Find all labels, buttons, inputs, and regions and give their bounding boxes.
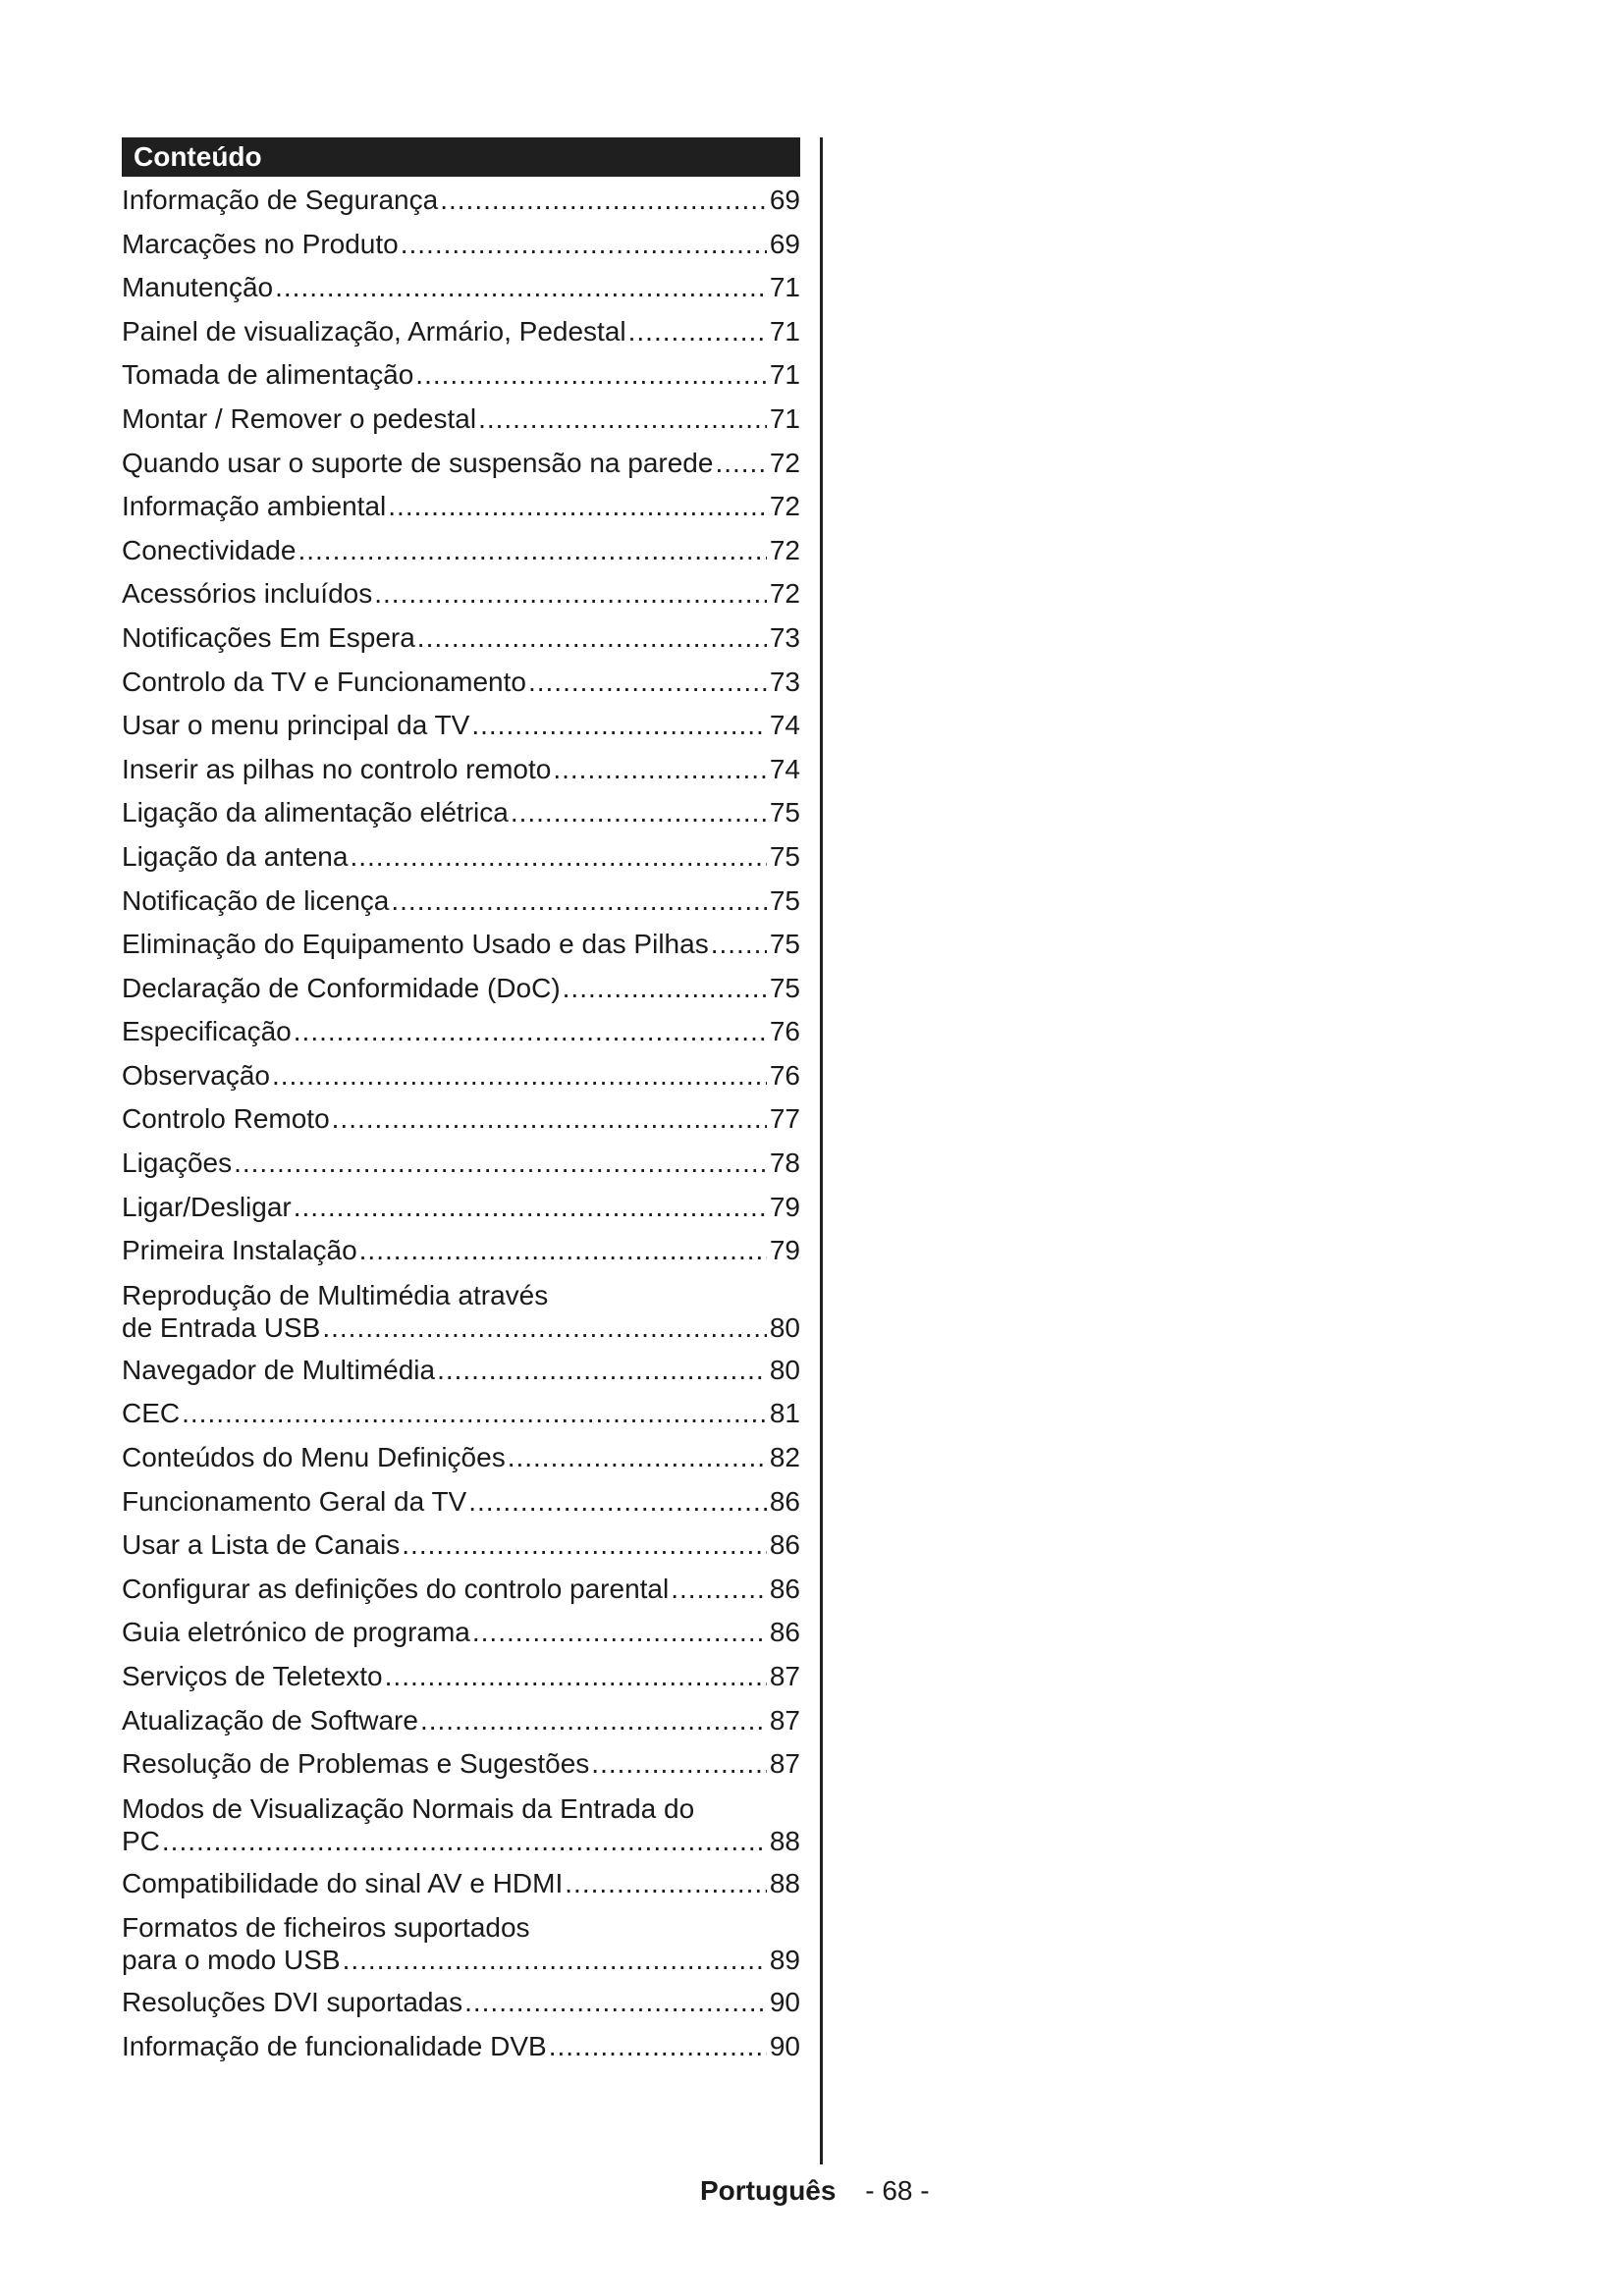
toc-leader-dots [420, 1699, 767, 1743]
toc-leader-dots [417, 616, 767, 661]
toc-entry[interactable] [122, 1742, 800, 1787]
toc-entry-label-line1: Formatos de ficheiros suportados [122, 1912, 530, 1944]
toc-entry[interactable] [122, 1097, 800, 1142]
footer-page-number: - 68 - [865, 2175, 930, 2206]
toc-entry-label: Navegador de Multimédia [122, 1354, 436, 1385]
toc-entry[interactable] [122, 1905, 800, 1981]
toc-entry-label: Observação [122, 1059, 270, 1091]
toc-entry-page: 73 [769, 621, 800, 653]
toc-leader-dots [401, 223, 767, 267]
toc-entry-page: 73 [769, 666, 800, 697]
toc-entry-page: 89 [769, 1945, 800, 1976]
toc-leader-dots [471, 704, 767, 748]
toc-entry[interactable] [122, 353, 800, 398]
toc-leader-dots [628, 310, 767, 354]
toc-entry[interactable] [122, 1480, 800, 1524]
toc-leader-dots [391, 880, 767, 924]
toc-entry[interactable] [122, 791, 800, 835]
toc-entry-page: 72 [769, 491, 800, 522]
toc-leader-dots [563, 967, 767, 1011]
toc-entry[interactable] [122, 1010, 800, 1054]
toc-entry-page: 87 [769, 1661, 800, 1691]
toc-leader-dots [591, 1742, 767, 1787]
toc-entry-label: Tomada de alimentação [122, 359, 414, 391]
toc-leader-dots [671, 1568, 767, 1612]
toc-entry-page: 71 [769, 272, 800, 303]
toc-leader-dots [511, 791, 767, 835]
toc-entry-label: PC [122, 1825, 160, 1856]
toc-entry-page: 76 [769, 1059, 800, 1091]
toc-entry-page: 90 [769, 1987, 800, 2018]
toc-entry[interactable] [122, 223, 800, 267]
toc-entry-label: de Entrada USB [122, 1311, 321, 1343]
toc-entry-page: 72 [769, 578, 800, 610]
toc-entry-label: CEC [122, 1398, 181, 1429]
toc-entry-label-line1: Reprodução de Multimédia através [122, 1279, 549, 1310]
toc-leader-dots [322, 1311, 767, 1344]
toc-entry-page: 80 [769, 1311, 800, 1343]
toc-entry-label: Atualização de Software [122, 1704, 418, 1735]
toc-entry-label: Quando usar o suporte de suspensão na parede [122, 447, 714, 478]
toc-entry-page: 80 [769, 1354, 800, 1385]
toc-entry-label: Eliminação do Equipamento Usado e das Pilhas [122, 929, 709, 960]
toc-entry-label: Especificação [122, 1016, 292, 1047]
toc-entry-label: Notificação de licença [122, 884, 390, 916]
table-of-contents [122, 137, 800, 2069]
toc-entry[interactable] [122, 1273, 800, 1349]
toc-entry-page: 79 [769, 1235, 800, 1266]
toc-title: Conteúdo [122, 137, 800, 177]
toc-entry[interactable] [122, 266, 800, 310]
toc-entry-page: 75 [769, 884, 800, 916]
toc-entry-label: Resoluções DVI suportadas [122, 1987, 463, 2018]
toc-entry[interactable] [122, 442, 800, 486]
toc-leader-dots [464, 1981, 767, 2025]
page-footer [700, 2173, 930, 2209]
toc-entry-label: Guia eletrónico de programa [122, 1617, 470, 1648]
footer-language: Português [700, 2175, 837, 2206]
toc-entry[interactable] [122, 1229, 800, 1273]
toc-entry-page: 90 [769, 2030, 800, 2061]
toc-entry-page: 72 [769, 447, 800, 478]
toc-entry-page: 75 [769, 797, 800, 828]
toc-entry-page: 74 [769, 710, 800, 741]
toc-entry-page: 75 [769, 929, 800, 960]
toc-entry-label: Informação ambiental [122, 491, 387, 522]
toc-entry[interactable] [122, 748, 800, 792]
toc-leader-dots [553, 748, 767, 792]
toc-entry-label: Serviços de Teletexto [122, 1661, 383, 1691]
toc-entry-label: Ligação da alimentação elétrica [122, 797, 509, 828]
toc-entry-label: para o modo USB [122, 1945, 341, 1976]
toc-entry[interactable] [122, 1054, 800, 1098]
toc-entry-label: Ligar/Desligar [122, 1191, 292, 1222]
toc-entry-page: 86 [769, 1529, 800, 1561]
toc-entry[interactable] [122, 1611, 800, 1655]
toc-leader-dots [182, 1392, 767, 1436]
toc-leader-dots [468, 1480, 767, 1524]
toc-leader-dots [385, 1655, 767, 1699]
toc-entry-page: 72 [769, 534, 800, 565]
toc-entry-label: Inserir as pilhas no controlo remoto [122, 753, 552, 784]
toc-entry[interactable] [122, 1787, 800, 1862]
toc-leader-dots [374, 572, 767, 616]
toc-leader-dots [294, 1010, 767, 1054]
toc-leader-dots [508, 1436, 767, 1480]
toc-entry-label: Marcações no Produto [122, 228, 399, 259]
toc-leader-dots [472, 1611, 767, 1655]
toc-entry-label: Funcionamento Geral da TV [122, 1485, 467, 1517]
toc-entry[interactable] [122, 1699, 800, 1743]
toc-entry-label: Controlo Remoto [122, 1103, 330, 1135]
toc-leader-dots [234, 1142, 767, 1186]
toc-entry[interactable] [122, 310, 800, 354]
toc-entry-label: Ligações [122, 1148, 233, 1179]
toc-entry[interactable] [122, 1349, 800, 1393]
toc-entry-label: Primeira Instalação [122, 1235, 357, 1266]
toc-entry-page: 87 [769, 1704, 800, 1735]
toc-entry-label: Conteúdos do Menu Definições [122, 1442, 506, 1473]
toc-leader-dots [402, 1523, 767, 1568]
toc-leader-dots [359, 1229, 767, 1273]
toc-entry[interactable] [122, 704, 800, 748]
toc-leader-dots [388, 485, 767, 529]
toc-entry-page: 86 [769, 1573, 800, 1604]
toc-entry-label: Notificações Em Espera [122, 621, 415, 653]
toc-leader-dots [478, 398, 767, 442]
toc-list [122, 179, 800, 2069]
toc-entry[interactable] [122, 2025, 800, 2069]
toc-entry-page: 71 [769, 402, 800, 434]
toc-leader-dots [549, 2025, 767, 2069]
toc-entry-page: 87 [769, 1748, 800, 1780]
toc-leader-dots [350, 835, 767, 880]
toc-entry-label: Compatibilidade do sinal AV e HDMI [122, 1867, 564, 1898]
toc-entry-label: Declaração de Conformidade (DoC) [122, 972, 561, 1003]
toc-entry[interactable] [122, 485, 800, 529]
toc-leader-dots [715, 442, 767, 486]
toc-entry[interactable] [122, 880, 800, 924]
toc-entry-label: Acessórios incluídos [122, 578, 373, 610]
toc-entry[interactable] [122, 616, 800, 661]
toc-entry-label: Ligação da antena [122, 840, 349, 872]
toc-entry-page: 86 [769, 1617, 800, 1648]
toc-entry[interactable] [122, 661, 800, 705]
toc-leader-dots [298, 529, 767, 573]
toc-entry-page: 88 [769, 1825, 800, 1856]
toc-entry-page: 69 [769, 185, 800, 215]
toc-entry[interactable] [122, 1523, 800, 1568]
toc-entry[interactable] [122, 967, 800, 1011]
toc-leader-dots [711, 923, 767, 967]
toc-entry[interactable] [122, 1862, 800, 1906]
toc-entry-label: Informação de funcionalidade DVB [122, 2030, 547, 2061]
toc-entry-page: 79 [769, 1191, 800, 1222]
toc-entry[interactable] [122, 529, 800, 573]
toc-entry-page: 82 [769, 1442, 800, 1473]
toc-leader-dots [294, 1186, 767, 1230]
toc-entry-label: Usar a Lista de Canais [122, 1529, 401, 1561]
toc-leader-dots [437, 1349, 767, 1393]
toc-entry[interactable] [122, 1186, 800, 1230]
toc-entry[interactable] [122, 572, 800, 616]
toc-entry-page: 75 [769, 840, 800, 872]
toc-entry-page: 78 [769, 1148, 800, 1179]
toc-entry[interactable] [122, 179, 800, 223]
toc-entry-label: Controlo da TV e Funcionamento [122, 666, 526, 697]
toc-entry-label-line1: Modos de Visualização Normais da Entrada do [122, 1792, 695, 1824]
toc-entry[interactable] [122, 923, 800, 967]
toc-leader-dots [565, 1862, 767, 1906]
toc-entry-page: 76 [769, 1016, 800, 1047]
toc-entry[interactable] [122, 398, 800, 442]
toc-leader-dots [343, 1944, 767, 1976]
toc-entry-label: Painel de visualização, Armário, Pedestal [122, 315, 626, 347]
toc-entry-page: 74 [769, 753, 800, 784]
toc-entry-label: Configurar as definições do controlo parental [122, 1573, 670, 1604]
toc-entry-page: 86 [769, 1485, 800, 1517]
toc-leader-dots [162, 1825, 767, 1857]
toc-entry[interactable] [122, 1392, 800, 1436]
toc-entry[interactable] [122, 1655, 800, 1699]
toc-leader-dots [440, 179, 767, 223]
toc-entry-label: Resolução de Problemas e Sugestões [122, 1748, 590, 1780]
toc-entry-page: 71 [769, 359, 800, 391]
toc-leader-dots [332, 1097, 767, 1142]
toc-entry-page: 69 [769, 228, 800, 259]
toc-entry[interactable] [122, 1981, 800, 2025]
toc-entry[interactable] [122, 1142, 800, 1186]
toc-entry-label: Manutenção [122, 272, 274, 303]
toc-entry[interactable] [122, 835, 800, 880]
toc-entry[interactable] [122, 1436, 800, 1480]
toc-leader-dots [275, 266, 767, 310]
toc-entry-page: 77 [769, 1103, 800, 1135]
toc-entry-label: Montar / Remover o pedestal [122, 402, 477, 434]
toc-entry-page: 75 [769, 972, 800, 1003]
toc-leader-dots [528, 661, 767, 705]
toc-entry-label: Conectividade [122, 534, 297, 565]
toc-entry-page: 81 [769, 1398, 800, 1429]
toc-entry[interactable] [122, 1568, 800, 1612]
toc-entry-label: Informação de Segurança [122, 185, 439, 215]
toc-leader-dots [272, 1054, 767, 1098]
toc-entry-page: 88 [769, 1867, 800, 1898]
toc-entry-page: 71 [769, 315, 800, 347]
toc-leader-dots [415, 353, 767, 398]
column-divider [820, 137, 823, 2164]
toc-entry-label: Usar o menu principal da TV [122, 710, 470, 741]
